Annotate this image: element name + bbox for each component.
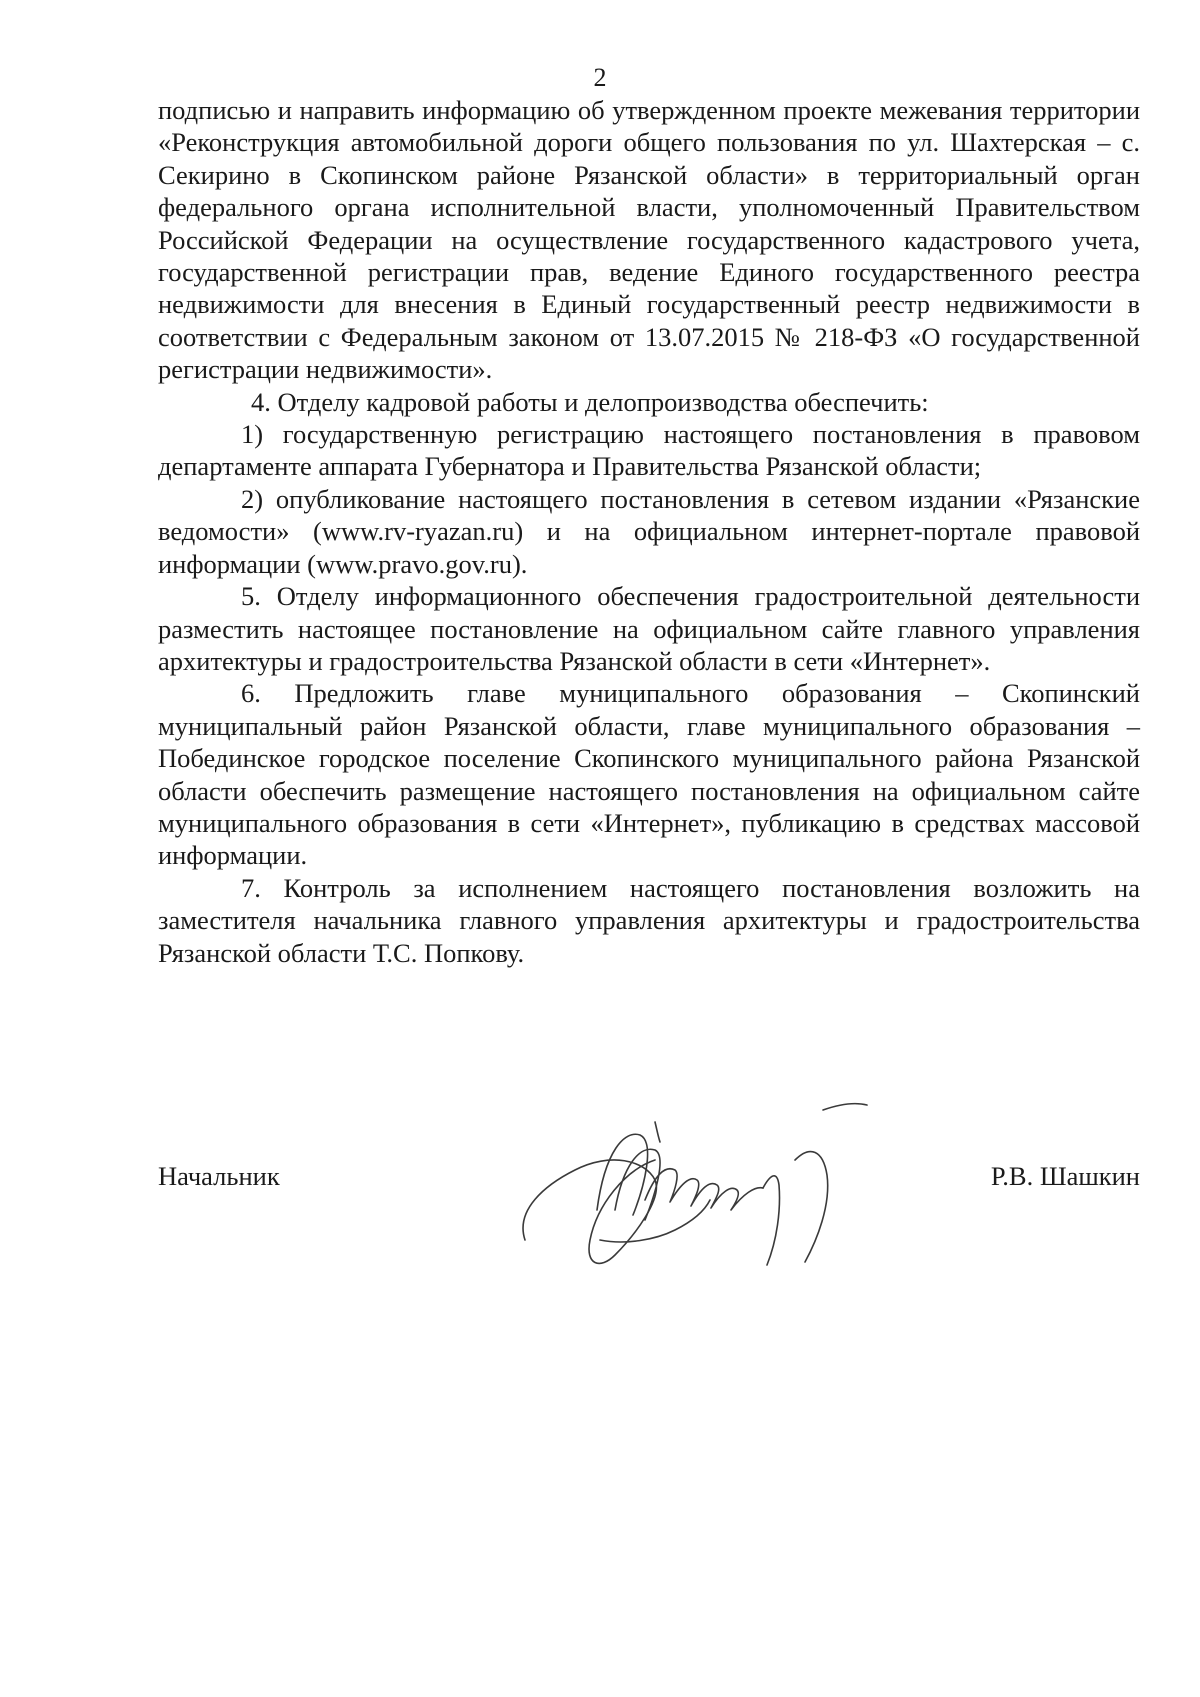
page-number: 2 bbox=[593, 63, 607, 92]
handwritten-signature bbox=[505, 1090, 925, 1290]
paragraph-4-1: 1) государственную регистрацию настоящего постановления в правовом департаменте аппарата Губернатора и Правительства Рязанской области; bbox=[158, 419, 1140, 482]
signatory-name: Р.В. Шашкин bbox=[990, 1161, 1140, 1191]
signatory-title: Начальник bbox=[158, 1161, 280, 1191]
paragraph-continuation: подписью и направить информацию об утвержденном проекте межевания территории «Реконструкция автомобильной дороги общего пользования по ул. Шахтерская – с. Секирино в Скопинском районе Рязанской области» в территориальный орган федерального органа исполнительной власти, уполномоченный Правительством Российской Федерации на осуществление государственного кадастрового учета, государственной регистрации прав, ведение Единого государственного реестра недвижимости для внесения в Единый государственный реестр недвижимости в соответствии с Федеральным законом от 13.07.2015 № 218-ФЗ «О государственной регистрации недвижимости». bbox=[158, 95, 1140, 385]
document-body bbox=[158, 94, 1140, 969]
paragraph-4-2: 2) опубликование настоящего постановления в сетевом издании «Рязанские ведомости» (www.rv-ryazan.ru) и на официальном интернет-портале правовой информации (www.pravo.gov.ru). bbox=[158, 483, 1140, 579]
paragraph-5: 5. Отделу информационного обеспечения градостроительной деятельности разместить настоящее постановление на официальном сайте главного управления архитектуры и градостроительства Рязанской области в сети «Интернет». bbox=[158, 581, 1140, 676]
paragraph-6: 6. Предложить главе муниципального образования – Скопинский муниципальный район Рязанской области, главе муниципального образования – Побединское городское поселение Скопинского муниципального района Рязанской области обеспечить размещение настоящего постановления на официальном сайте муниципального образования в сети «Интернет», публикацию в средствах массовой информации. bbox=[158, 678, 1140, 871]
paragraph-7: 7. Контроль за исполнением настоящего постановления возложить на заместителя начальника главного управления архитектуры и градостроительства Рязанской области Т.С. Попкову. bbox=[158, 872, 1140, 968]
paragraph-4: 4. Отделу кадровой работы и делопроизводства обеспечить: bbox=[251, 386, 929, 417]
